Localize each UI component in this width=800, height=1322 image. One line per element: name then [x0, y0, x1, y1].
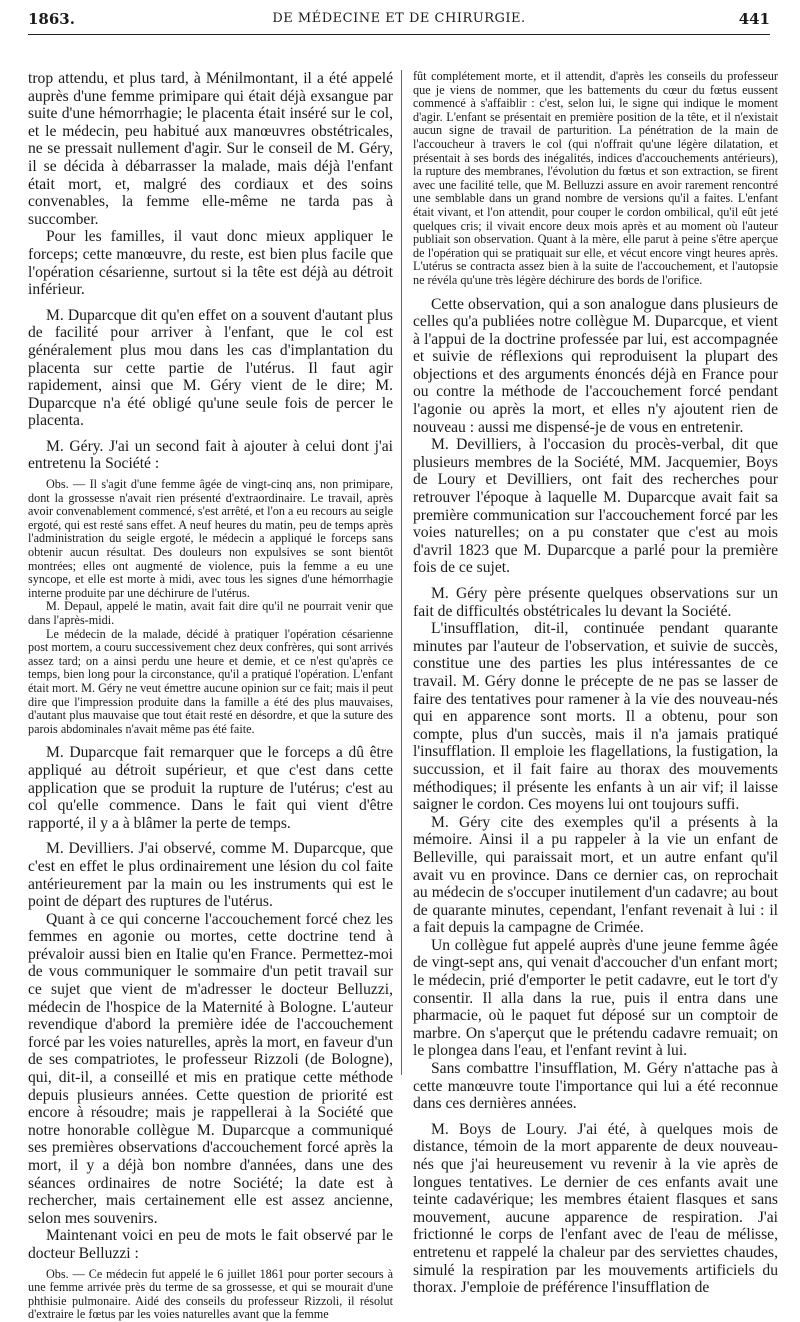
paragraph: L'insufflation, dit-il, continuée pendant quarante minutes par l'auteur de l'observation, et suivie de succès, constitue une des parties les plus intéressantes de ce travail. M. Géry donne le précepte de ne pas se lasser de faire des tentatives pour ramener à la vie des nouveau-nés qui en apparence sont morts. Il a obtenu, pour son compte, plus d'un succès, mais il n'a jamais pratiqué l'insufflation. Il emploie les flagellations, la fustigation, la succussion, et il fait faire au thorax des mouvements méthodiques; il présente les enfants à un air vif; il laisse saigner le cordon. Ces moyens lui ont toujours suffi.: [413, 620, 778, 814]
paragraph: M. Devilliers. J'ai observé, comme M. Duparcque, que c'est en effet le plus ordinairement une lésion du col faite antérieurement par la main ou les instruments qui est le point de départ des ruptures de l'utérus.: [28, 840, 393, 911]
paragraph: M. Géry. J'ai un second fait à ajouter à celui dont j'ai entretenu la Société :: [28, 437, 393, 473]
paragraph: M. Duparcque dit qu'en effet on a souvent d'autant plus de facilité pour arriver à l'enfant, que le col est généralement plus mou dans les cas d'implantation du placenta sur cette partie de l'utérus. Il faut agir rapidement, ainsi que M. Géry vient de le dire; M. Duparcque n'a été obligé qu'une seule fois de percer le placenta.: [28, 306, 393, 430]
paragraph: M. Duparcque fait remarquer que le forceps a dû être appliqué au détroit supérieur, et que c'est dans cette application que se produit la rupture de l'utérus; c'est au col qu'elle commence. Dans le fait qui vient d'être rapporté, il y a à blâmer la perte de temps.: [28, 744, 393, 832]
paragraph: Un collègue fut appelé auprès d'une jeune femme âgée de vingt-sept ans, qui venait d'accoucher d'un enfant mort; le médecin, prié d'emporter le petit cadavre, eut le tort d'y consentir. Il alla dans la rue, puis il entra dans une pharmacie, où le paquet fut déposé sur un comptoir de marbre. On s'aperçut que le prétendu cadavre remuait; on le plongea dans l'eau, et l'enfant revint à lui.: [413, 936, 778, 1060]
paragraph: Cette observation, qui a son analogue dans plusieurs de celles qu'a publiées notre collègue M. Duparcque, et vient à l'appui de la doctrine professée par lui, est accompagnée et suivie de réflexions qui reproduisent la plupart des objections et des arguments énoncés déjà en France pour ou contre la méthode de l'accouchement forcé pendant l'agonie ou après la mort, et elles n'y ajoutent rien de nouveau : aussi me dispensé-je de vous en entretenir.: [413, 295, 778, 436]
paragraph: Le médecin de la malade, décidé à pratiquer l'opération césarienne post mortem, a couru successivement chez deux confrères, qui sont arrivés assez tard; on a ainsi perdu une heure et demie, et ce n'est qu'après ce temps, bien long pour la circonstance, qu'il a pratiqué l'opération. L'enfant était mort. M. Géry ne veut émettre aucune opinion sur ce fait; mais il peut dire que l'impression produite dans la famille a été des plus mauvaises, d'autant plus mauvaise que tout était resté en désordre, et que la suture des parois abdominales n'avait même pas été faite.: [28, 626, 393, 736]
paragraph: Obs. — Il s'agit d'une femme âgée de vingt-cinq ans, non primipare, dont la grossesse n'avait rien présenté d'extraordinaire. Le travail, après avoir convenablement commencé, s'est arrêté, et l'on a eu recours au seigle ergoté, qui est resté sans effet. A neuf heures du matin, peu de temps après l'administration du seigle ergoté, le médecin a appliqué le forceps sans obtenir aucun résultat. Des douleurs non expulsives se sont bientôt montrées; elles ont augmenté de violence, puis la femme a eu une syncope, et elle est morte à midi, avec tous les signes d'une hémorrhagie interne produite par une déchirure de l'utérus.: [28, 477, 393, 600]
running-header: [28, 8, 770, 35]
right-column: [413, 69, 778, 1297]
left-column: [28, 70, 393, 1322]
paragraph: Obs. — Ce médecin fut appelé le 6 juillet 1861 pour porter secours à une femme arrivée près du terme de sa grossesse, et qui se mourait d'une phthisie pulmonaire. Aidé des conseils du professeur Rizzoli, il résolut d'extraire le fœtus par les voies naturelles avant que la femme: [28, 1266, 393, 1322]
paragraph: Maintenant voici en peu de mots le fait observé par le docteur Belluzzi :: [28, 1227, 393, 1262]
header-title: DE MÉDECINE ET DE CHIRURGIE.: [272, 11, 526, 26]
paragraph: Quant à ce qui concerne l'accouchement forcé chez les femmes en agonie ou mortes, cette doctrine tend à prévaloir aussi bien en Italie qu'en France. Permettez-moi de vous communiquer le sommaire d'un petit travail sur ce sujet que vient de m'adresser le docteur Belluzzi, médecin de l'hospice de la Maternité à Bologne. L'auteur revendique d'abord la première idée de l'accouchement forcé par les voies naturelles, après la mort, en faveur d'un de ses compatriotes, le professeur Rizzoli (de Bologne), qui, dit-il, a conseillé et mis en pratique cette méthode depuis plusieurs années. Cette question de priorité est encore à résoudre; mais je rappellerai à la Société que notre honorable collègue M. Duparcque a communiqué ses premières observations d'accouchement forcé après la mort, il y a déjà bon nombre d'années, dans une des séances ordinaires de notre Société; la date est à rechercher, mais certainement elle est assez ancienne, selon mes souvenirs.: [28, 910, 393, 1227]
header-year: 1863.: [28, 10, 75, 28]
paragraph: M. Géry cite des exemples qu'il a présents à la mémoire. Ainsi il a pu rappeler à la vie un enfant de Belleville, qui paraissait mort, et un autre enfant qu'il avait vu en province. Dans ce dernier cas, on reprochait au médecin de s'occuper inutilement d'un cadavre; au bout de quarante minutes, cependant, l'enfant revenait à lui : il a fait depuis la campagne de Crimée.: [413, 813, 778, 937]
paragraph: M. Devilliers, à l'occasion du procès-verbal, dit que plusieurs membres de la Société, MM. Jacquemier, Boys de Loury et Devilliers, ont fait des recherches pour retrouver l'époque à laquelle M. Duparcque avait fait sa première communication sur l'accouchement forcé par les voies naturelles; on a pu constater que c'est au mois d'avril 1823 que M. Duparcque a parlé pour la première fois de ce sujet.: [413, 436, 778, 577]
page-number: 441: [738, 10, 770, 28]
paragraph: Pour les familles, il vaut donc mieux appliquer le forceps; cette manœuvre, du reste, est bien plus facile que l'opération césarienne, surtout si la tête est déjà au détroit inférieur.: [28, 228, 393, 299]
paragraph: M. Boys de Loury. J'ai été, à quelques mois de distance, témoin de la mort apparente de deux nouveau-nés que j'ai heureusement vu revenir à la vie après de longues tentatives. Le dernier de ces enfants avait une teinte cadavérique; les membres étaient flasques et sans mouvement, aucune apparence de respiration. J'ai frictionné le corps de l'enfant avec de l'eau de mélisse, entretenu et rappelé la chaleur par des serviettes chaudes, simulé la respiration par les mouvements artificiels du thorax. J'emploie de préférence l'insufflation de: [413, 1120, 778, 1297]
paragraph: fût complétement morte, et il attendit, d'après les conseils du professeur que je viens de nommer, que les battements du cœur du fœtus eussent commencé à s'affaiblir : c'est, selon lui, le signe qui indique le moment d'agir. L'enfant se présentait en première position de la tête, et il n'existait aucun signe de travail de parturition. La pénétration de la main de l'accoucheur à travers le col (qui n'offrait qu'une légère dilatation, et présentait à ses bords des inégalités, indices d'accouchements antérieurs), la rupture des membranes, l'évolution du fœtus et son extraction, se firent avec une facilité telle, que M. Belluzzi assure en avoir rarement rencontré une semblable dans un grand nombre de versions qu'il a faites. L'enfant était vivant, et l'on attendit, pour couper le cordon ombilical, qu'il eût jeté quelques cris; il vivait encore deux mois après et au moment où l'auteur publiait son observation. Quant à la mère, elle parut à peine s'être aperçue de l'opération qui se pratiquait sur elle, et vécut encore vingt heures après. L'utérus se contracta assez bien à la suite de l'accouchement, et l'autopsie ne révéla qu'une très légère déchirure des bords de l'orifice.: [413, 69, 778, 287]
column-divider: [401, 70, 402, 1075]
paragraph: M. Géry père présente quelques observations sur un fait de difficultés obstétricales lu devant la Société.: [413, 585, 778, 620]
paragraph: Sans combattre l'insufflation, M. Géry n'attache pas à cette manœuvre toute l'importance qui lui a été reconnue dans ces dernières années.: [413, 1060, 778, 1113]
paragraph: trop attendu, et plus tard, à Ménilmontant, il a été appelé auprès d'une femme primipare qui était déjà exsangue par suite d'une hémorrhagie; le placenta était inséré sur le col, et le médecin, peu habitué aux manœuvres obstétricales, ne se pressait nullement d'agir. Sur le conseil de M. Géry, il se décida à débarrasser la malade, mais déjà l'enfant était mort, et, malgré des cordiaux et des soins convenables, la femme elle-même ne tarda pas à succomber.: [28, 70, 393, 228]
paragraph: M. Depaul, appelé le matin, avait fait dire qu'il ne pourrait venir que dans l'après-midi.: [28, 599, 393, 627]
